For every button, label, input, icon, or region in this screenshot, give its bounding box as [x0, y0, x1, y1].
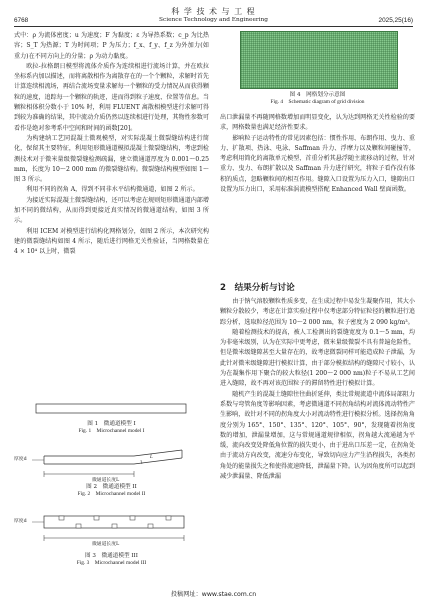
paragraph: 利用不同的拐角 A，得到不同非水平结构微通道，如图 2 所示。: [26, 186, 199, 194]
microstructure: [166, 516, 171, 520]
paragraph: 由于钠气溶胶颗粒性质多变，在生成过程中易发生凝聚作用，其大小颗粒分散较少，考虑在计算实验过程中仅考虑部分特征粒径的颗粒进行追踪分析，选取粒径范围为 10～2 000 nm，粒子密度为 2 090 kg/m³。: [220, 298, 415, 326]
right-column-section-2: [220, 297, 415, 482]
figure-4-caption-en: Fig. 4 Schematic diagram of grid division: [270, 99, 365, 105]
page-header: [0, 0, 427, 30]
journal-title-en: Science Technology and Engineering: [159, 17, 268, 23]
paragraph: 式中：ρ 为流体密度；u 为速度；F 为黏度；ε 为导热系数；c_p 为比热容；S_T 为热源；T 为时间项；P 为压力；f_x、f_y、f_z 为外加力(如重力)在不同方向上的分量；ρ 为动力黏度。: [14, 32, 209, 60]
figure-1-diagram: [14, 398, 209, 420]
left-column: [14, 31, 209, 258]
microchannel-rect: [36, 404, 186, 413]
issue-info: 2025,25(16): [378, 17, 413, 24]
journal-title-cn: 科 学 技 术 与 工 程: [171, 7, 256, 16]
figure-4-caption-cn: 图 4 网格划分示意图: [289, 92, 346, 98]
paragraph: 欧拉-拉格朗日模型将流体介质作为连续相进行流场计算，并在欧拉坐标系内加以描述，而将离散相作为离散存在的一个个颗粒，求解时首先计算连续相流场，再结合流场变量求解每一个颗粒的受力情况从而获得颗粒的速度，追踪每一个颗粒的轨迹，进而得到粒子速度、位置等信息。当颗粒相体积分数小于 10% 时，利用 FLUENT 离散相模型进行求解可得到较为准确的结果，其中流动介质仍然以连续相进行处理，其物性参数可看作是绝对参考系中空间和时间的函数[20]。: [14, 62, 209, 132]
paragraph: 为接近实际混凝土微裂缝结构，还可以考虑在规则矩形微通道内部增加不同的微结构，从而得到更接近真实情况的微通道结构，如图 3 所示。: [14, 196, 209, 225]
microstructure: [112, 524, 117, 528]
right-column: [220, 113, 415, 195]
paragraph: 为构建纳工艺同混凝土微观模型，对实际混凝土微裂缝结构进行简化，保留其主要特征，利用矩形微通道模拟混凝土微裂缝结构，考虑到检测技术对于微米量级微裂缝检测疏漏，建立微通道厚度为 0.001～0.25 mm，长度为 10～2 000 mm 的微裂缝结构。微裂缝结构模型如图 1～图 3 所示。: [14, 134, 209, 184]
figure-3-caption-en: Fig. 3 Microchannel model III: [76, 560, 147, 566]
microstructure: [94, 516, 99, 520]
fig2-label-thickness: 厚度d: [14, 457, 27, 462]
paragraph: 出口泄漏量不再随网格数增加而明显变化，认为达到网格无关性检验的要求，网格数量也满足经济性要求。: [220, 114, 415, 132]
section-heading: 2 结果分析与讨论: [220, 283, 295, 293]
paragraph: 利用 ICEM 对模型进行结构化网格划分，如图 2 所示，本次研究构建的微裂缝结构如图 4 所示，随后进行网格无关性验证，当网格数量在 4 × 10⁴ 以上时，微裂: [14, 227, 209, 256]
header-rule: [14, 26, 413, 27]
figure-1-caption-en: Fig. 1 Microchannel model I: [78, 428, 145, 434]
figure-1-caption-cn: 图 1 微通道模型 I: [87, 421, 136, 427]
figure-4-mesh-image: [240, 31, 398, 89]
fig2-label-L: L: [150, 455, 153, 460]
fig3-label-thickness: 厚度d: [14, 519, 27, 524]
microstructure: [148, 524, 153, 528]
page-footer: 投稿网址：www.stae.com.cn: [170, 591, 257, 598]
microstructure: [130, 516, 135, 520]
page-number: 6768: [14, 17, 29, 24]
figure-3-caption-cn: 图 3 微通道模型 III: [85, 553, 138, 559]
fig3-label-length: 微通道长度L: [92, 542, 120, 547]
microstructure: [76, 524, 81, 528]
paragraph: 随机产生的混凝土缝隙往往曲折延伸，类比常规流道中流体局部阻力系数与弯管角度等影响因素，考虑微通道不同拐角结构对流体流动特性产生影响，故针对不同的拐角度大小对流动特性进行模拟分析。选择拐角角度分别为 165°、150°、135°、120°、105°、90°，发现随着拐角度数的增加，泄漏量增加，这与常规通道规律相似，拐角越大流通越为平缓，流向改变处降低角位置的损失更小，由于进出口压差一定，在拐角处由于流动方向改变，流速分布变化，导致切向应力产生沿程损失，各类拐角处的能量损失之和使得流速降低，泄漏量下降。认为因角度所可以起到减少泄漏量、降低泄漏: [220, 390, 415, 481]
paragraph: 随着检测技术的提高，被人工检测出的裂缝宽度为 0.1～5 mm，均为非毫米级别，认为在实际中更考虑，微米量级微裂不具有普遍危险性，但是微米级缝隙甚至大量存在的，故考虑微裂同样可能造成粒子泄漏，为此针对微米级缝隙进行模拟计算，由于部分模拟结构的缝隙尺寸较小，认为在凝集作用下聚合的较大粒径(1 200～2 000 nm)粒子不易从工艺间进入缝隙，故不再对该范围粒子的滞留特性进行模拟计算。: [220, 328, 415, 388]
fig2-label-length: 微通道长度L: [92, 478, 120, 483]
channel-lower-wall: [44, 458, 182, 464]
figure-2-caption-cn: 图 2 微通道模型 II: [86, 484, 137, 490]
channel-upper-wall: [44, 450, 182, 456]
figure-2-caption-en: Fig. 2 Microchannel model II: [77, 491, 146, 497]
microstructure: [59, 516, 64, 520]
paragraph: 影响粒子运动特性的常见因素包括：惯性作用、布朗作用、曳力、重力、扩散项、热泳、电泳、Saffman 升力、浮摩力以及颗粒间碰撞等，考虑利用简化的离散单元模型，首重分析其悬浮随主流移动的过程，针对重力、曳力、布朗扩散以及 Saffman 升力进行研究，将粒子看作没有体积的质点，忽略颗粒间的相互作用。缝隙入口设置为压力入口，缝隙出口设置为压力出口，采用标准涡流模型搭配 Enhanced Wall 壁面函数。: [220, 134, 415, 194]
